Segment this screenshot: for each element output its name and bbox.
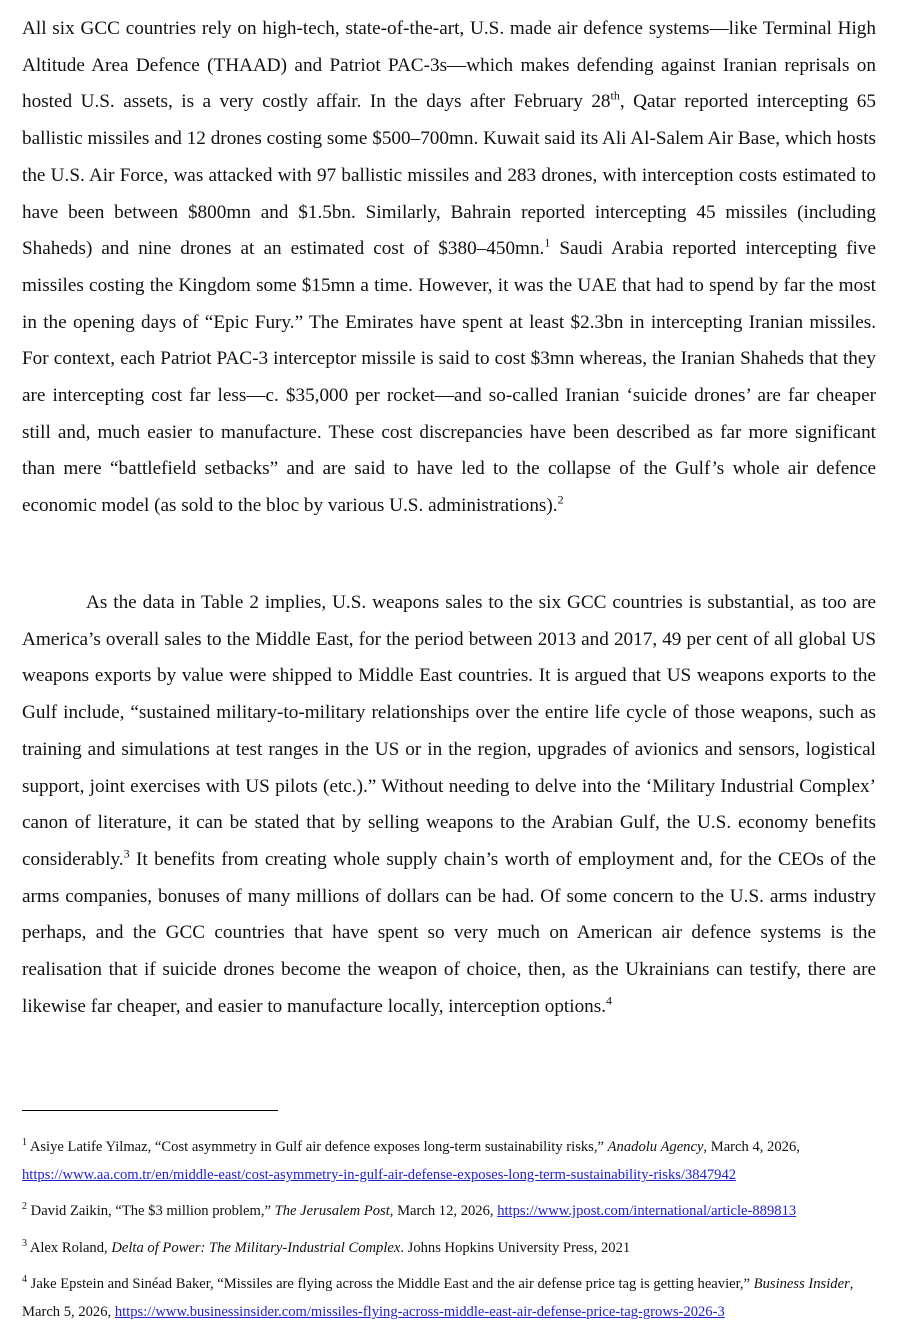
- text: As the data in Table 2 implies, U.S. weapons sales to the six GCC countries is substantial, as too are America’s overall sales to the Middle East, for the period between 2013 and 2017, 49 per cent of all global US weapons exports by value were shipped to Middle East countries. It is argued that US weapons exports to the Gulf include, “sustained military-to-military relationships over the entire life cycle of those weapons, such as training and simulations at test ranges in the US or in the region, upgrades of avionics and sensors, logistical support, joint exercises with US pilots (etc.).” Without needing to delve into the ‘Military Industrial Complex’ canon of literature, it can be stated that by selling weapons to the Arabian Gulf, the U.S. economy benefits considerably.: [22, 592, 876, 870]
- text: It benefits from creating whole supply chain’s worth of employment and, for the CEOs of the arms companies, bonuses of many millions of dollars can be had. Of some concern to the U.S. arms industry perhaps, and the GCC countries that have spent so very much on American air defence systems is the realisation that if suicide drones become the weapon of choice, then, as the Ukrainians can testify, there are likewise far cheaper, and easier to manufacture locally, interception options.: [22, 848, 876, 1017]
- footnote-link[interactable]: https://www.aa.com.tr/en/middle-east/cost-asymmetry-in-gulf-air-defense-exposes-long-term-sustainability-risks/3847942: [22, 1167, 737, 1183]
- footnote-4: [22, 1270, 882, 1326]
- footnote-link[interactable]: https://www.businessinsider.com/missiles-flying-across-middle-east-air-defense-price-tag-grows-2026-3: [114, 1304, 725, 1320]
- footnote-text: Alex Roland,: [27, 1240, 112, 1256]
- footnote-publisher: . Johns Hopkins University Press, 2021: [400, 1240, 631, 1256]
- footnote-2: [22, 1197, 882, 1225]
- footnote-1: [22, 1133, 882, 1189]
- publication: Business Insider: [753, 1276, 850, 1292]
- publication: Anadolu Agency: [607, 1139, 704, 1155]
- footnote-text: Jake Epstein and Sinéad Baker, “Missiles are flying across the Middle East and the air defense price tag is getting heavier,”: [27, 1276, 754, 1292]
- footnote-text: David Zaikin, “The $3 million problem,”: [27, 1203, 275, 1219]
- footnote-text: Asiye Latife Yilmaz, “Cost asymmetry in Gulf air defence exposes long-term sustainability risks,”: [27, 1139, 608, 1155]
- footnote-ref-3[interactable]: 3: [123, 846, 130, 861]
- footnote-link[interactable]: https://www.jpost.com/international/article-889813: [497, 1203, 797, 1219]
- footnote-separator: [22, 1110, 278, 1111]
- book-title: Delta of Power: The Military-Industrial Complex: [111, 1240, 401, 1256]
- footnote-ref-4[interactable]: 4: [606, 993, 613, 1008]
- footnote-date: , March 5, 2026,: [22, 1276, 854, 1320]
- paragraph-1: [22, 11, 876, 525]
- footnote-3: [22, 1234, 882, 1262]
- footnote-number: 4: [22, 1274, 27, 1286]
- footnote-date: , March 4, 2026,: [703, 1139, 800, 1155]
- paragraph-2: [22, 585, 876, 1025]
- footnote-ref-2[interactable]: 2: [557, 492, 564, 507]
- footnote-number: 3: [22, 1238, 27, 1250]
- footnote-number: 2: [22, 1201, 27, 1213]
- footnote-date: , March 12, 2026,: [389, 1203, 498, 1219]
- text: Saudi Arabia reported intercepting five missiles costing the Kingdom some $15mn a time. However, it was the UAE that had to spend by far the most in the opening days of “Epic Fury.” The Emirates have spent at least $2.3bn in intercepting Iranian missiles. For context, each Patriot PAC-3 interceptor missile is said to cost $3mn whereas, the Iranian Shaheds that they are intercepting cost far less—c. $35,000 per rocket—and so-called Iranian ‘suicide drones’ are far cheaper still and, much easier to manufacture. These cost discrepancies have been described as far more significant than mere “battlefield setbacks” and are said to have led to the collapse of the Gulf’s whole air defence economic model (as sold to the bloc by various U.S. administrations).: [22, 238, 876, 517]
- text: All six GCC countries rely on high-tech, state-of-the-art, U.S. made air defence systems—like Terminal High Altitude Area Defence (THAAD) and Patriot PAC-3s—which makes defending against Iranian reprisals on hosted U.S. assets, is a very costly affair. In the days after February 28: [22, 18, 876, 113]
- footnote-number: 1: [22, 1137, 27, 1149]
- footnote-ref-1[interactable]: 1: [544, 235, 551, 250]
- text: , Qatar reported intercepting 65 ballistic missiles and 12 drones costing some $500–700mn. Kuwait said its Ali Al-Salem Air Base, which hosts the U.S. Air Force, was attacked with 97 ballistic missiles and 283 drones, with interception costs estimated to have been between $800mn and $1.5bn. Similarly, Bahrain reported intercepting 45 missiles (including Shaheds) and nine drones at an estimated cost of $380–450mn.: [22, 91, 876, 260]
- superscript: th: [610, 89, 620, 104]
- publication: The Jerusalem Post: [274, 1203, 390, 1219]
